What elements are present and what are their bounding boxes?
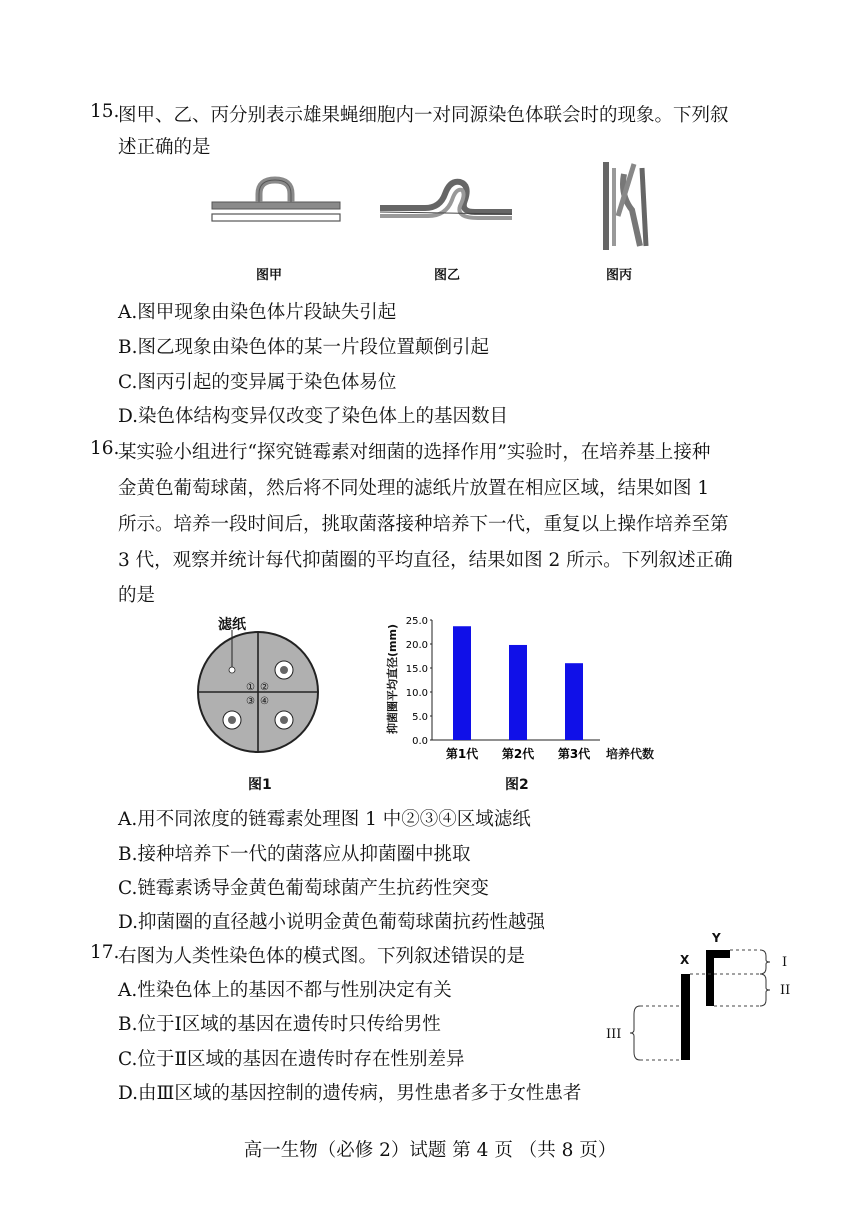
chart-xtick-label: 第3代 bbox=[557, 747, 591, 761]
q17-stem: 右图为人类性染色体的模式图。下列叙述错误的是 bbox=[118, 946, 526, 967]
q17-x-label: X bbox=[680, 953, 690, 967]
fig-bing-chromosomes bbox=[606, 162, 646, 250]
chart-xlabel: 培养代数 bbox=[606, 747, 655, 761]
fig1-petri-dish bbox=[196, 630, 326, 760]
q15-figures bbox=[0, 150, 860, 300]
chart-ytick-label: 20.0 bbox=[405, 640, 428, 651]
q15-option-c: C.图丙引起的变异属于染色体易位 bbox=[118, 372, 397, 393]
fig2-caption: 图2 bbox=[505, 777, 529, 793]
page-footer: 高一生物（必修 2）试题 第 4 页 （共 8 页） bbox=[243, 1140, 617, 1161]
fig-jia-chromosomes bbox=[212, 180, 340, 221]
fig1-caption: 图1 bbox=[248, 777, 272, 793]
fig-yi-chromosomes bbox=[380, 182, 512, 218]
chart-xtick-label: 第1代 bbox=[445, 747, 479, 761]
q16-option-b: B.接种培养下一代的菌落应从抑菌圈中挑取 bbox=[118, 844, 471, 865]
q15-stem-line1: 图甲、乙、丙分别表示雄果蝇细胞内一对同源染色体联会时的现象。下列叙 bbox=[118, 105, 729, 126]
q15-number: 15. bbox=[90, 101, 120, 122]
q16-stem-line5: 的是 bbox=[118, 585, 156, 606]
fig-bing-label: 图丙 bbox=[606, 268, 633, 283]
q17-option-b: B.位于Ⅰ区域的基因在遗传时只传给男性 bbox=[118, 1014, 441, 1035]
chart-ytick-label: 25.0 bbox=[405, 616, 428, 627]
q16-option-a: A.用不同浓度的链霉素处理图 1 中②③④区域滤纸 bbox=[118, 809, 531, 830]
fig1-filter-label: 滤纸 bbox=[218, 617, 246, 633]
q17-sex-chromosome-figure bbox=[600, 928, 800, 1078]
chart-ytick-label: 15.0 bbox=[405, 664, 428, 675]
q15-stem-line2: 述正确的是 bbox=[118, 137, 211, 158]
q17-option-c: C.位于Ⅱ区域的基因在遗传时存在性别差异 bbox=[118, 1049, 465, 1070]
chart-ylabel: 抑菌圈平均直径(mm) bbox=[386, 624, 399, 734]
chart-ytick-label: 0.0 bbox=[412, 736, 428, 747]
q17-y-label: Y bbox=[712, 931, 721, 945]
chart-xtick-label: 第2代 bbox=[501, 747, 535, 761]
q17-region-iii: III bbox=[606, 1027, 622, 1042]
q16-stem-line2: 金黄色葡萄球菌，然后将不同处理的滤纸片放置在相应区域，结果如图 1 bbox=[118, 478, 710, 499]
fig1-region-3: ③ bbox=[246, 696, 255, 707]
q16-number: 16. bbox=[90, 438, 120, 459]
q17-region-ii: II bbox=[780, 983, 791, 998]
chart-bar bbox=[509, 645, 527, 740]
q16-stem-line3: 所示。培养一段时间后，挑取菌落接种培养下一代，重复以上操作培养至第 bbox=[118, 514, 729, 535]
chart-bar bbox=[565, 663, 583, 740]
fig2-bar-chart bbox=[380, 610, 680, 770]
q15-option-d: D.染色体结构变异仅改变了染色体上的基因数目 bbox=[118, 406, 509, 427]
q17-option-d: D.由Ⅲ区域的基因控制的遗传病，男性患者多于女性患者 bbox=[118, 1083, 582, 1104]
fig-jia-label: 图甲 bbox=[256, 268, 283, 283]
q17-option-a: A.性染色体上的基因不都与性别决定有关 bbox=[118, 980, 452, 1001]
chart-ytick-label: 5.0 bbox=[412, 712, 428, 723]
fig-yi-label: 图乙 bbox=[434, 268, 461, 283]
q17-number: 17. bbox=[90, 942, 120, 963]
q16-stem-line1: 某实验小组进行“探究链霉素对细菌的选择作用”实验时，在培养基上接种 bbox=[118, 442, 711, 463]
chart-bar bbox=[453, 626, 471, 740]
chart-ytick-label: 10.0 bbox=[405, 688, 428, 699]
q16-stem-line4: 3 代，观察并统计每代抑菌圈的平均直径，结果如图 2 所示。下列叙述正确 bbox=[118, 550, 733, 571]
q15-option-b: B.图乙现象由染色体的某一片段位置颠倒引起 bbox=[118, 337, 489, 358]
q15-option-a: A.图甲现象由染色体片段缺失引起 bbox=[118, 302, 397, 323]
fig1-region-2: ② bbox=[260, 682, 269, 693]
q16-option-d: D.抑菌圈的直径越小说明金黄色葡萄球菌抗药性越强 bbox=[118, 912, 546, 933]
fig1-region-4: ④ bbox=[260, 696, 269, 707]
q16-option-c: C.链霉素诱导金黄色葡萄球菌产生抗药性突变 bbox=[118, 878, 489, 899]
q17-region-i: I bbox=[782, 955, 788, 970]
fig1-region-1: ① bbox=[246, 682, 255, 693]
